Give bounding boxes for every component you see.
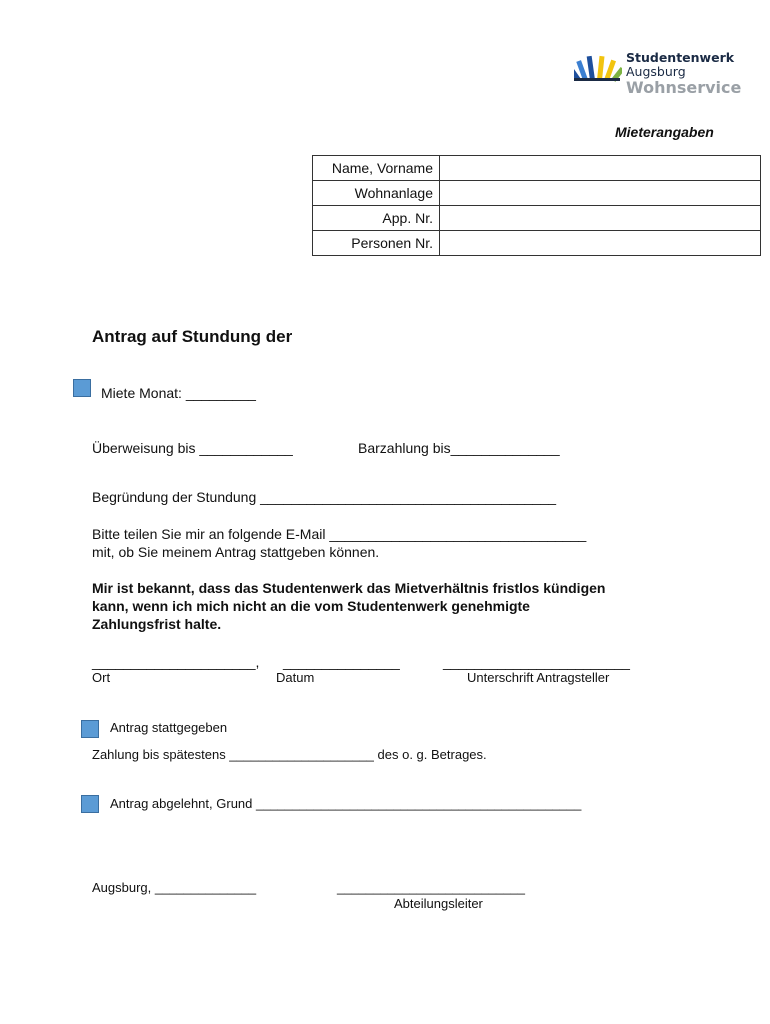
- notice-line-2: kann, wenn ich mich nicht an die vom Studentenwerk genehmigte: [92, 598, 530, 614]
- form-heading: Antrag auf Stundung der: [92, 327, 293, 346]
- tenant-section-title: Mieterangaben: [615, 124, 714, 140]
- signature-place-label: Ort: [92, 670, 111, 685]
- cash-by-line: Barzahlung bis______________: [358, 440, 560, 456]
- signature-sign-line: ________________________: [443, 654, 630, 670]
- approved-checkbox[interactable]: [81, 720, 99, 738]
- notice-line-3: Zahlungsfrist halte.: [92, 616, 222, 632]
- signature-sign-label: Unterschrift Antragsteller: [467, 670, 610, 685]
- rent-month-checkbox[interactable]: [73, 379, 91, 397]
- logo-sunburst-icon: [574, 52, 622, 82]
- rejected-reason-line: Antrag abgelehnt, Grund _____________________________________________: [110, 796, 582, 811]
- tenant-field-apartment[interactable]: [440, 206, 761, 231]
- tenant-row-apartment: [313, 206, 761, 231]
- signature-place-line: _____________________,: [92, 654, 260, 670]
- tenant-row-residence: [313, 181, 761, 206]
- tenant-row-name: [313, 156, 761, 181]
- tenant-field-residence[interactable]: [440, 181, 761, 206]
- office-signature-line: __________________________: [337, 880, 525, 895]
- tenant-field-name[interactable]: [440, 156, 761, 181]
- email-line: Bitte teilen Sie mir an folgende E-Mail _________________________________: [92, 526, 587, 542]
- approved-label: Antrag stattgegeben: [110, 720, 228, 735]
- tenant-table: [312, 155, 761, 256]
- reason-line: Begründung der Stundung ______________________________________: [92, 489, 557, 505]
- tenant-label-name: Name, Vorname: [313, 156, 440, 181]
- logo-line-wohnservice: Wohnservice: [626, 78, 742, 97]
- tenant-label-apartment: App. Nr.: [313, 206, 440, 231]
- pay-by-line: Zahlung bis spätestens ____________________ des o. g. Betrages.: [92, 747, 487, 762]
- tenant-label-residence: Wohnanlage: [313, 181, 440, 206]
- transfer-by-line: Überweisung bis ____________: [92, 440, 293, 456]
- logo-line-augsburg: Augsburg: [626, 64, 686, 79]
- email-line-continued: mit, ob Sie meinem Antrag stattgeben können.: [92, 544, 380, 560]
- logo-line-studentenwerk: Studentenwerk: [626, 50, 735, 65]
- rejected-checkbox[interactable]: [81, 795, 99, 813]
- notice-line-1: Mir ist bekannt, dass das Studentenwerk das Mietverhältnis fristlos kündigen: [92, 580, 606, 596]
- office-signature-label: Abteilungsleiter: [394, 896, 483, 911]
- tenant-field-person-number[interactable]: [440, 231, 761, 256]
- office-place-line: Augsburg, ______________: [92, 880, 257, 895]
- tenant-label-person-number: Personen Nr.: [313, 231, 440, 256]
- rent-month-line: Miete Monat: _________: [101, 385, 256, 401]
- signature-date-line: _______________: [283, 654, 400, 670]
- studentenwerk-logo: [574, 48, 744, 100]
- signature-date-label: Datum: [276, 670, 315, 685]
- tenant-row-person-number: [313, 231, 761, 256]
